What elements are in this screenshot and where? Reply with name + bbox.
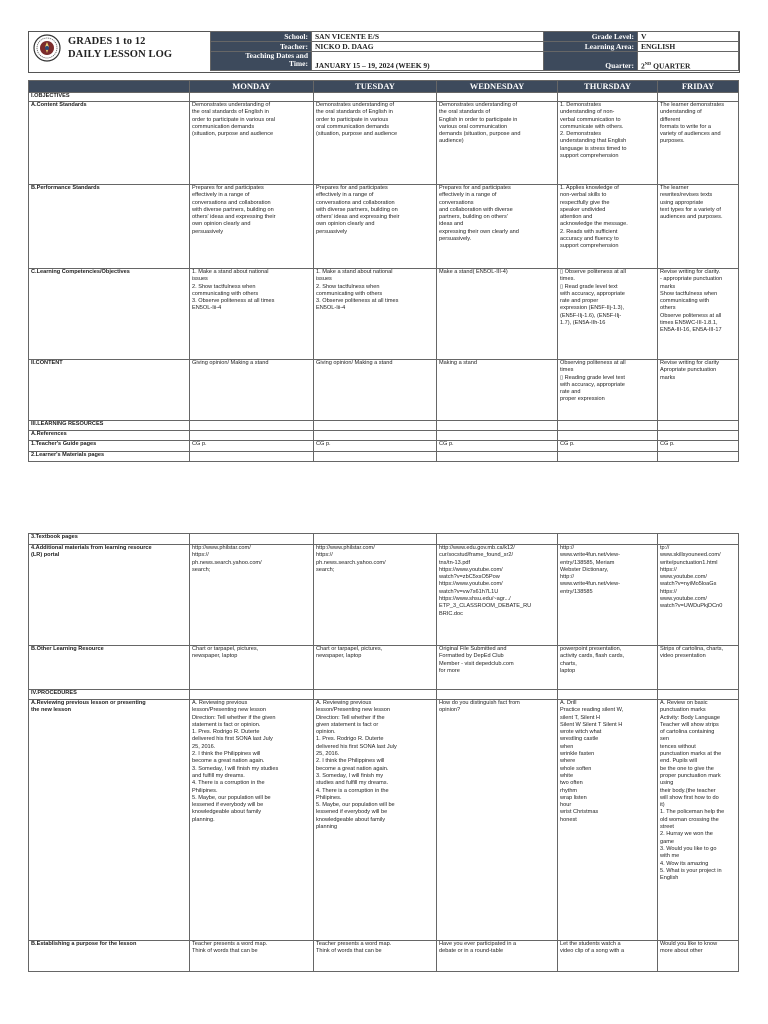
cell-thursday: A. Drill Practice reading silent W, silent T, Silent H Silent W Silent T Silent H wrote witch what wrestling castle when wrinkle fasten where whole soften white two often rhythm wrap listen hour wrist Christmas honest — [558, 700, 658, 941]
cell-wednesday — [437, 421, 558, 431]
cell-friday: The learner demonstrates understanding of different formats to write for a variety of audiences and purposes. — [658, 102, 739, 185]
table-row — [29, 441, 739, 452]
cell-friday: CG p. — [658, 441, 739, 452]
cell-friday — [658, 93, 739, 102]
row-label: A.Content Standards — [29, 102, 190, 185]
cell-friday: tp:// www.skillsyouneed.com/ write/punctuation1.html https:// www.youtube.com/ watch?v=nyiMo5loaGs https:// www.youtube.com/ watch?v=UWDuPkjDCn0 — [658, 545, 739, 646]
row-label: IV.PROCEDURES — [29, 690, 190, 700]
row-label: III.LEARNING RESOURCES — [29, 421, 190, 431]
row-label: A.References — [29, 431, 190, 441]
school-value: SAN VICENTE E/S — [312, 32, 544, 42]
cell-monday — [190, 534, 314, 545]
day-header-thursday: THURSDAY — [558, 81, 658, 93]
table-row — [29, 690, 739, 700]
cell-thursday: powerpoint presentation, activity cards, flash cards, charts, laptop — [558, 646, 658, 690]
cell-wednesday — [437, 431, 558, 441]
cell-wednesday — [437, 93, 558, 102]
cell-wednesday: Demonstrates understanding of the oral standards of English in order to participate in various oral communication demands (situation, purpose and audience) — [437, 102, 558, 185]
cell-thursday — [558, 452, 658, 462]
cell-thursday — [558, 690, 658, 700]
dates-label-line2: Time: — [288, 59, 308, 68]
cell-friday: Revise writing for clarity Apropriate punctuation marks — [658, 360, 739, 421]
day-header-row — [29, 81, 739, 93]
day-header-tuesday: TUESDAY — [314, 81, 437, 93]
cell-thursday: Observing politeness at all times ▯ Reading grade level text with accuracy, appropriate rate and proper expression — [558, 360, 658, 421]
day-header-monday: MONDAY — [190, 81, 314, 93]
quarter-number: 2 — [641, 61, 645, 70]
row-label: B.Establishing a purpose for the lesson — [29, 941, 190, 972]
cell-friday: The learner rewrites/revises texts using appropriate text types for a variety of audiences and purposes. — [658, 185, 739, 269]
cell-tuesday: CG p. — [314, 441, 437, 452]
school-label: School: — [211, 32, 312, 42]
title-line2: DAILY LESSON LOG — [68, 49, 173, 60]
grade-value: V — [638, 32, 739, 42]
cell-thursday: CG p. — [558, 441, 658, 452]
cell-thursday: http:// www.write4fun.net/view- entry/138585, Meriam Webster Dictionary, http:// www.write4fun.net/view- entry/138585 — [558, 545, 658, 646]
cell-wednesday: How do you distinguish fact from opinion? — [437, 700, 558, 941]
cell-tuesday — [314, 431, 437, 441]
cell-wednesday — [437, 452, 558, 462]
day-header-friday: FRIDAY — [658, 81, 739, 93]
table-row — [29, 941, 739, 972]
cell-wednesday: Original File Submitted and Formatted by DepEd Club Member - visit depedclub.com for more — [437, 646, 558, 690]
cell-thursday — [558, 431, 658, 441]
cell-monday — [190, 431, 314, 441]
cell-tuesday — [314, 690, 437, 700]
table-row — [29, 269, 739, 360]
cell-friday: Revise writing for clarity. - appropriate punctuation marks Show tactfulness when communicating with others Observe politeness at all times EN5WC-III-1.8.1, EN5A-III-16, EN5A-III-17 — [658, 269, 739, 360]
row-label: B.Performance Standards — [29, 185, 190, 269]
header-blank-cell — [29, 81, 190, 93]
table-row — [29, 421, 739, 431]
cell-tuesday: Chart or tarpapel, pictures, newspaper, laptop — [314, 646, 437, 690]
cell-wednesday — [437, 690, 558, 700]
row-label: 2.Learner's Materials pages — [29, 452, 190, 462]
cell-thursday: 1. Demonstrates understanding of non- verbal communication to communicate with others. 2. Demonstrates understanding that English language is stress timed to support comprehension — [558, 102, 658, 185]
title-line1: GRADES 1 to 12 — [68, 36, 146, 47]
grade-label: Grade Level: — [544, 32, 638, 42]
table-row — [29, 431, 739, 441]
row-label: 4.Additional materials from learning resource (LR) portal — [29, 545, 190, 646]
cell-monday: A. Reviewing previous lesson/Presenting new lesson Direction: Tell whether if the given statement is fact or opinion. 1. Pres. Rodrigo R. Duterte delivered his first SONA last July 25, 2016. 2. I think the Philippines will become a great nation again. 3. Someday, I will finish my studies and fulfill my dreams. 4. There is a corruption in the Philipines. 5. Maybe, our population will be lessened if everybody will be knowledgeable about family planning. — [190, 700, 314, 941]
cell-tuesday: 1. Make a stand about national issues 2. Show tactfulness when communicating with others 3. Observe politeness at all times EN5OL-Iii-4 — [314, 269, 437, 360]
teacher-label: Teacher: — [211, 42, 312, 52]
row-label: 1.Teacher's Guide pages — [29, 441, 190, 452]
cell-tuesday: Teacher presents a word map. Think of words that can be — [314, 941, 437, 972]
cell-friday — [658, 534, 739, 545]
table-row — [29, 185, 739, 269]
deped-seal-icon — [33, 34, 61, 62]
cell-monday — [190, 93, 314, 102]
cell-friday: Strips of cartolina, charts, video presentation — [658, 646, 739, 690]
cell-monday: Giving opinion/ Making a stand — [190, 360, 314, 421]
table-row — [29, 102, 739, 185]
row-label: II.CONTENT — [29, 360, 190, 421]
cell-tuesday — [314, 534, 437, 545]
cell-tuesday: Prepares for and participates effectively in a range of conversations and collaboration with diverse partners, building on others' ideas and expressing their own opinion clearly and persuasively — [314, 185, 437, 269]
cell-monday — [190, 421, 314, 431]
cell-thursday: 1. Applies knowledge of non-verbal skills to respectfully give the speaker undivided attention and acknowledge the message. 2. Reads with sufficient accuracy and fluency to support comprehension — [558, 185, 658, 269]
table-row — [29, 545, 739, 646]
table-row — [29, 534, 739, 545]
dates-label-line1: Teaching Dates and — [245, 51, 308, 60]
teacher-value: NICKO D. DAAG — [312, 42, 544, 52]
cell-friday — [658, 431, 739, 441]
cell-friday — [658, 452, 739, 462]
quarter-word: QUARTER — [651, 61, 691, 70]
dates-label — [211, 52, 312, 71]
cell-thursday: Let the students watch a video clip of a song with a — [558, 941, 658, 972]
lesson-log-table-part2 — [28, 533, 739, 972]
cell-wednesday: http://www.edu.gov.mb.ca/k12/ cur/socstud/frame_found_sr2/ tns/tn-13.pdf https://www.youtube.com/ watch?v=zbC5xsO5Pow https://www.youtube.com/ watch?v=vw7s61h7L1U https://www.shsu.edu/~agr.../ ETP_3_CLASSROOM_DEBATE_RU BRIC.doc — [437, 545, 558, 646]
table-row — [29, 93, 739, 102]
quarter-label: Quarter: — [544, 52, 638, 71]
cell-wednesday: Prepares for and participates effectively in a range of conversations and collaboration with diverse partners, building on others' ideas and expressing their own clearly and persuasively. — [437, 185, 558, 269]
cell-monday: Prepares for and participates effectively in a range of conversations and collaboration with diverse partners, building on others' ideas and expressing their own opinion clearly and persuasively — [190, 185, 314, 269]
cell-wednesday: CG p. — [437, 441, 558, 452]
cell-monday: 1. Make a stand about national issues 2. Show tactfulness when communicating with others 3. Observe politeness at all times EN5OL-Iii-4 — [190, 269, 314, 360]
header-info-table — [210, 31, 739, 71]
cell-thursday — [558, 93, 658, 102]
cell-monday — [190, 690, 314, 700]
cell-tuesday: Demonstrates understanding of the oral standards of English in order to participate in various oral communication demands (situation, purpose and audience — [314, 102, 437, 185]
row-label: I.OBJECTIVES — [29, 93, 190, 102]
cell-monday: CG p. — [190, 441, 314, 452]
learning-area-value: ENGLISH — [638, 42, 739, 52]
table-row — [29, 700, 739, 941]
cell-monday: Demonstrates understanding of the oral standards of English in order to participate in various oral communication demands (situation, purpose and audience — [190, 102, 314, 185]
cell-tuesday: Giving opinion/ Making a stand — [314, 360, 437, 421]
learning-area-label: Learning Area: — [544, 42, 638, 52]
cell-wednesday: Make a stand( EN5OL-III-4) — [437, 269, 558, 360]
quarter-suffix: ND — [644, 60, 652, 66]
cell-monday: http://www.philstar.com/ https:// ph.news.search.yahoo.com/ search; — [190, 545, 314, 646]
cell-tuesday: A. Reviewing previous lesson/Presenting new lesson Direction: Tell whether if the given statement is fact or opinion. 1. Pres. Rodrigo R. Duterte delivered his first SONA last July 25, 2016. 2. I think the Philippines will become a great nation again. 3. Someday, I will finish my studies and fulfill my dreams. 4. There is a corruption in the Philipines. 5. Maybe, our population will be lessened if everybody will be knowledgeable about family planning — [314, 700, 437, 941]
cell-tuesday — [314, 452, 437, 462]
cell-tuesday: http://www.philstar.com/ https:// ph.news.search.yahoo.com/ search; — [314, 545, 437, 646]
cell-tuesday — [314, 421, 437, 431]
cell-wednesday: Have you ever participated in a debate or in a round-table — [437, 941, 558, 972]
quarter-value — [638, 52, 739, 71]
cell-friday — [658, 421, 739, 431]
cell-monday: Chart or tarpapel, pictures, newspaper, laptop — [190, 646, 314, 690]
cell-wednesday: Making a stand — [437, 360, 558, 421]
table-row — [29, 360, 739, 421]
cell-wednesday — [437, 534, 558, 545]
row-label: A.Reviewing previous lesson or presenting the new lesson — [29, 700, 190, 941]
cell-friday: Would you like to know more about other — [658, 941, 739, 972]
row-label: C.Learning Competencies/Objectives — [29, 269, 190, 360]
cell-monday — [190, 452, 314, 462]
table-row — [29, 452, 739, 462]
dates-value: JANUARY 15 – 19, 2024 (WEEK 9) — [312, 52, 544, 71]
lesson-log-table-part1 — [28, 80, 739, 462]
table-row — [29, 646, 739, 690]
cell-friday: A. Review on basic punctuation marks Activity: Body Language Teacher will show strips of cartolina containing sen tences without punctuation marks at the end. Pupils will be the one to give the proper punctuation mark using their body.(the teacher will show first how to do it) 1. The policeman help the old woman crossing the street 2. Hurray we won the game 3. Would you like to go with me 4. Wow its amazing 5. What is your project in English — [658, 700, 739, 941]
row-label: B.Other Learning Resource — [29, 646, 190, 690]
cell-thursday — [558, 421, 658, 431]
row-label: 3.Textbook pages — [29, 534, 190, 545]
cell-monday: Teacher presents a word map. Think of words that can be — [190, 941, 314, 972]
day-header-wednesday: WEDNESDAY — [437, 81, 558, 93]
cell-friday — [658, 690, 739, 700]
cell-thursday — [558, 534, 658, 545]
cell-thursday: ▯ Observe politeness at all times. ▯ Read grade level text with accuracy, appropriate rate and proper expression (EN5F-IIj-1.3), (EN5F-IIj-1.6), (EN5F-IIj- 1.7), (EN5A-IIh-16 — [558, 269, 658, 360]
cell-tuesday — [314, 93, 437, 102]
